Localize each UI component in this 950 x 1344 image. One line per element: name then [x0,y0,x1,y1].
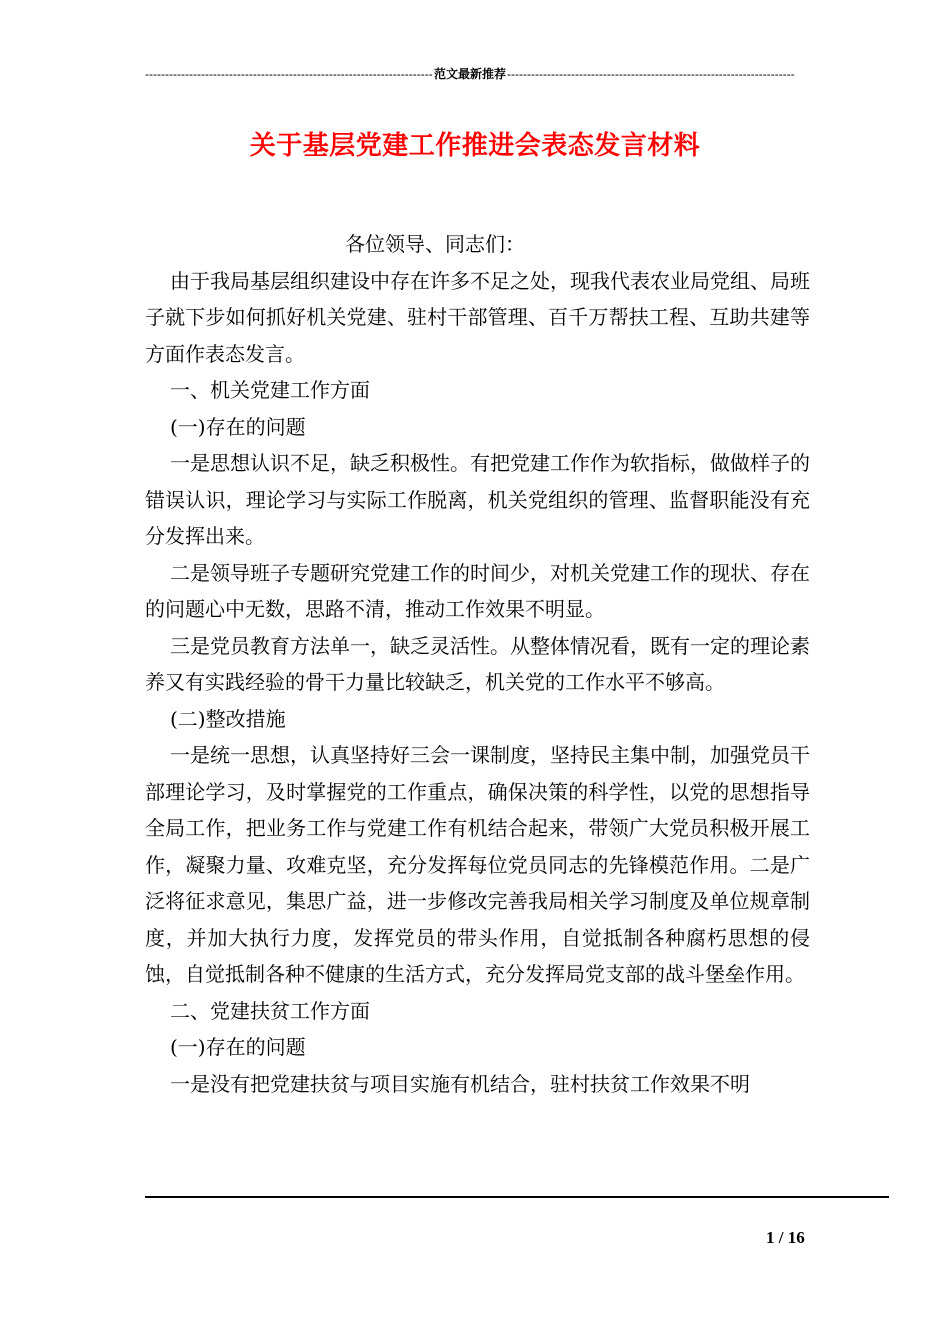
header-dash-right [507,66,795,82]
subsection-heading-measures: (二)整改措施 [170,706,286,731]
paragraph-problem-3: 三是党员教育方法单一，缺乏灵活性。从整体情况看，既有一定的理论素养又有实践经验的骨干力量比较缺乏，机关党的工作水平不够高。 [145,633,810,694]
section-heading-1: 一、机关党建工作方面 [170,378,370,402]
document-title: 关于基层党建工作推进会表态发言材料 [249,131,701,161]
section-heading-2: 二、党建扶贫工作方面 [170,998,370,1023]
footer-divider [145,1196,889,1198]
page-header [145,66,795,82]
paragraph-intro: 由于我局基层组织建设中存在许多不足之处，现我代表农业局党组、局班子就下步如何抓好机关党建、驻村干部管理、百千万帮扶工程、互助共建等方面作表态发言。 [145,268,810,366]
paragraph-poverty-problem-1: 一是没有把党建扶贫与项目实施有机结合，驻村扶贫工作效果不明 [170,1071,750,1096]
salutation: 各位领导、同志们： [345,232,525,256]
paragraph-measures: 一是统一思想，认真坚持好三会一课制度，坚持民主集中制，加强党员干部理论学习，及时掌握党的工作重点，确保决策的科学性，以党的思想指导全局工作，把业务工作与党建工作有机结合起来，带领广大党员积极开展工作，凝聚力量、攻难克坚，充分发挥每位党员同志的先锋模范作用。二是广泛将征求意见，集思广益，进一步修改完善我局相关学习制度及单位规章制度，并加大执行力度，发挥党员的带头作用，自觉抵制各种腐朽思想的侵蚀，自觉抵制各种不健康的生活方式，充分发挥局党支部的战斗堡垒作用。 [145,743,810,986]
page-number: 1 / 16 [766,1228,805,1247]
document-body [145,226,810,1102]
header-text: 范文最新推荐 [434,67,507,81]
subsection-heading-problems-2: (一)存在的问题 [170,1035,306,1059]
subsection-heading-problems: (一)存在的问题 [170,414,306,439]
paragraph-problem-2: 二是领导班子专题研究党建工作的时间少，对机关党建工作的现状、存在的问题心中无数，思路不清，推动工作效果不明显。 [145,560,810,621]
header-dash-left [145,66,433,82]
paragraph-problem-1: 一是思想认识不足，缺乏积极性。有把党建工作作为软指标，做做样子的错误认识，理论学习与实际工作脱离，机关党组织的管理、监督职能没有充分发挥出来。 [145,451,810,548]
